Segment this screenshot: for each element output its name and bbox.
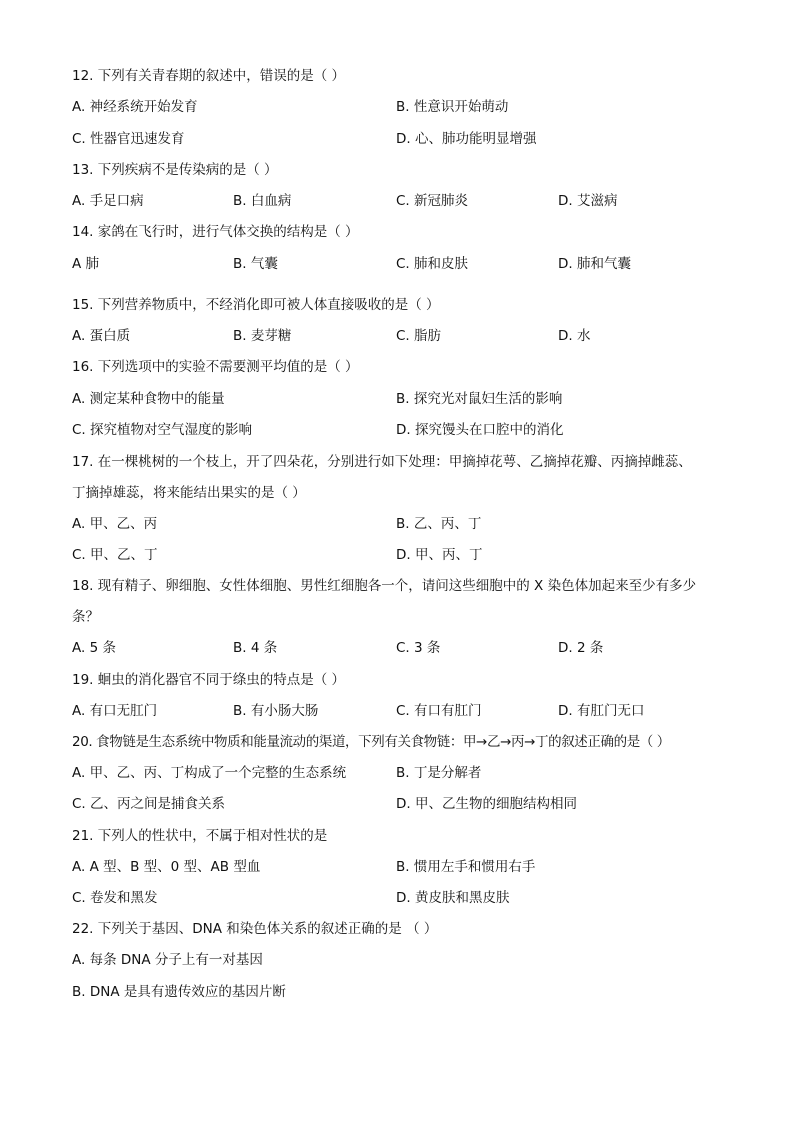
question-22-stem: 22. 下列关于基因、DNA 和染色体关系的叙述正确的是 （ ） [72, 921, 438, 937]
question-13-option-d: D. 艾滋病 [558, 193, 618, 209]
question-17-options-row-2 [72, 545, 732, 565]
question-14-stem: 14. 家鸽在飞行时，进行气体交换的结构是（ ） [72, 224, 359, 240]
question-18-option-d: D. 2 条 [558, 640, 604, 656]
question-17-option-a: A. 甲、乙、丙 [72, 516, 158, 532]
question-17-stem-line-2: 丁摘掉雄蕊，将来能结出果实的是（ ） [72, 485, 306, 501]
question-12-option-c: C. 性器官迅速发育 [72, 131, 185, 147]
question-15-options-row [72, 326, 732, 346]
question-15-option-a: A. 蛋白质 [72, 328, 131, 344]
question-19-option-b: B. 有小肠大肠 [233, 703, 319, 719]
question-16-stem: 16. 下列选项中的实验不需要测平均值的是（ ） [72, 359, 359, 375]
question-17-options-row-1 [72, 514, 732, 534]
question-13-option-a: A. 手足口病 [72, 193, 144, 209]
question-12-options-row-2 [72, 129, 732, 149]
question-12-option-b: B. 性意识开始萌动 [396, 99, 509, 115]
question-16-options-row-2 [72, 420, 732, 440]
question-18-option-b: B. 4 条 [233, 640, 278, 656]
question-18-stem-line-1: 18. 现有精子、卵细胞、女性体细胞、男性红细胞各一个，请问这些细胞中的 X 染色体加起来至少有多少 [72, 578, 697, 594]
question-13-option-b: B. 白血病 [233, 193, 292, 209]
question-20-stem: 20. 食物链是生态系统中物质和能量流动的渠道，下列有关食物链：甲→乙→丙→丁的叙述正确的是（ ） [72, 734, 670, 750]
question-13-stem: 13. 下列疾病不是传染病的是（ ） [72, 162, 278, 178]
question-15-option-b: B. 麦芽糖 [233, 328, 292, 344]
question-21-option-b: B. 惯用左手和惯用右手 [396, 859, 536, 875]
question-14-option-b: B. 气囊 [233, 256, 278, 272]
question-15-stem: 15. 下列营养物质中，不经消化即可被人体直接吸收的是（ ） [72, 297, 440, 313]
question-20-option-d: D. 甲、乙生物的细胞结构相同 [396, 796, 577, 812]
question-16-option-a: A. 测定某种食物中的能量 [72, 391, 225, 407]
question-18-option-a: A. 5 条 [72, 640, 116, 656]
question-21-option-d: D. 黄皮肤和黑皮肤 [396, 890, 510, 906]
question-19-option-c: C. 有口有肛门 [396, 703, 482, 719]
question-22-option-a: A. 每条 DNA 分子上有一对基因 [72, 952, 263, 968]
question-21-option-a: A. A 型、B 型、0 型、AB 型血 [72, 859, 261, 875]
question-17-option-d: D. 甲、丙、丁 [396, 547, 483, 563]
question-13-option-c: C. 新冠肺炎 [396, 193, 469, 209]
question-12-option-d: D. 心、肺功能明显增强 [396, 131, 537, 147]
question-20-option-c: C. 乙、丙之间是捕食关系 [72, 796, 226, 812]
question-15-option-c: C. 脂肪 [396, 328, 442, 344]
question-19-options-row [72, 701, 732, 721]
question-22-option-b: B. DNA 是具有遗传效应的基因片断 [72, 984, 286, 1000]
question-16-option-b: B. 探究光对鼠妇生活的影响 [396, 391, 563, 407]
question-20-option-a: A. 甲、乙、丙、丁构成了一个完整的生态系统 [72, 765, 347, 781]
question-12-stem: 12. 下列有关青春期的叙述中，错误的是（ ） [72, 68, 346, 84]
question-15-option-d: D. 水 [558, 328, 591, 344]
question-17-option-c: C. 甲、乙、丁 [72, 547, 158, 563]
question-13-options-row [72, 191, 732, 211]
question-12-option-a: A. 神经系统开始发育 [72, 99, 198, 115]
question-21-option-c: C. 卷发和黑发 [72, 890, 158, 906]
question-16-option-d: D. 探究馒头在口腔中的消化 [396, 422, 564, 438]
question-18-stem-line-2: 条？ [72, 609, 99, 625]
question-16-option-c: C. 探究植物对空气湿度的影响 [72, 422, 253, 438]
question-14-options-row [72, 254, 732, 274]
question-18-option-c: C. 3 条 [396, 640, 441, 656]
question-12-options-row-1 [72, 97, 732, 117]
question-14-option-c: C. 肺和皮肤 [396, 256, 469, 272]
question-18-options-row [72, 638, 732, 658]
question-16-options-row-1 [72, 389, 732, 409]
question-14-option-d: D. 肺和气囊 [558, 256, 631, 272]
question-19-option-d: D. 有肛门无口 [558, 703, 645, 719]
question-17-option-b: B. 乙、丙、丁 [396, 516, 482, 532]
question-19-stem: 19. 蛔虫的消化器官不同于绦虫的特点是（ ） [72, 672, 346, 688]
question-20-options-row-1 [72, 763, 732, 783]
question-20-option-b: B. 丁是分解者 [396, 765, 482, 781]
question-21-options-row-1 [72, 857, 732, 877]
question-19-option-a: A. 有口无肛门 [72, 703, 158, 719]
question-21-options-row-2 [72, 888, 732, 908]
question-17-stem-line-1: 17. 在一棵桃树的一个枝上，开了四朵花，分别进行如下处理：甲摘掉花萼、乙摘掉花瓣、丙摘掉雌蕊、 [72, 454, 692, 470]
question-21-stem: 21. 下列人的性状中，不属于相对性状的是 [72, 828, 328, 844]
question-14-option-a: A 肺 [72, 256, 100, 272]
question-20-options-row-2 [72, 794, 732, 814]
